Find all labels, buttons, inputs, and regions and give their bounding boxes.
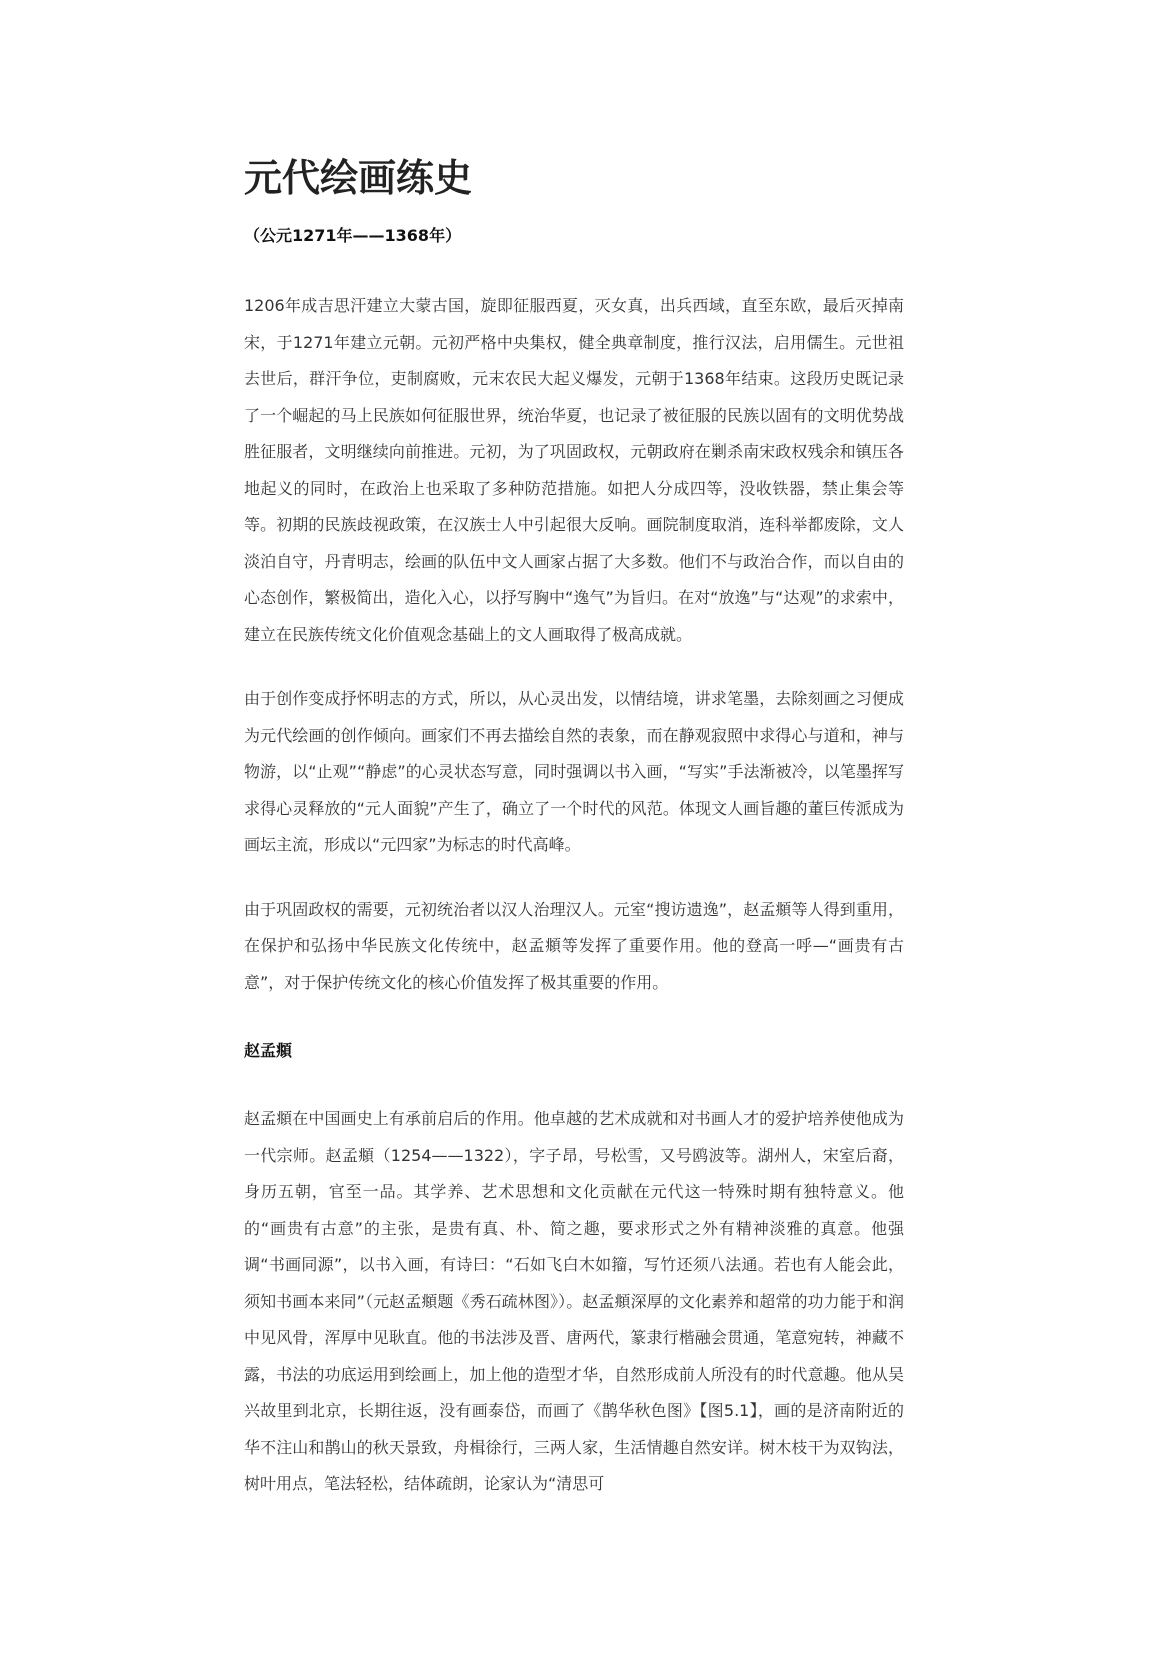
document-title: 元代绘画练史 <box>244 156 473 200</box>
document-subtitle: （公元1271年——1368年） <box>244 226 462 245</box>
paragraph-intro: 1206年成吉思汗建立大蒙古国，旋即征服西夏，灭女真，出兵西域，直至东欧，最后灭掉南宋，于1271年建立元朝。元初严格中央集权，健全典章制度，推行汉法，启用儒生。元世祖去世后，群汗争位，吏制腐败，元末农民大起义爆发，元朝于1368年结束。这段历史既记录了一个崛起的马上民族如何征服世界，统治华夏，也记录了被征服的民族以固有的文明优势战胜征服者，文明继续向前推进。元初，为了巩固政权，元朝政府在剿杀南宋政权残余和镇压各地起义的同时，在政治上也采取了多种防范措施。如把人分成四等，没收铁器，禁止集会等等。初期的民族歧视政策，在汉族士人中引起很大反响。画院制度取消，连科举都废除，文人淡泊自守，丹青明志，绘画的队伍中文人画家占据了大多数。他们不与政治合作，而以自由的心态创作，繁极简出，造化入心，以抒写胸中“逸气”为旨归。在对“放逸”与“达观”的求索中，建立在民族传统文化价值观念基础上的文人画取得了极高成就。 <box>244 296 904 644</box>
paragraph-creation: 由于创作变成抒怀明志的方式，所以，从心灵出发，以情结境，讲求笔墨，去除刻画之习便成为元代绘画的创作倾向。画家们不再去描绘自然的表象，而在静观寂照中求得心与道和，神与物游，以“止观”“静虑”的心灵状态写意，同时强调以书入画，“写实”手法渐被冷，以笔墨挥写求得心灵释放的“元人面貌”产生了，确立了一个时代的风范。体现文人画旨趣的董巨传派成为画坛主流，形成以“元四家”为标志的时代高峰。 <box>244 689 904 854</box>
document-body <box>244 150 904 1503</box>
paragraph-consolidation: 由于巩固政权的需要，元初统治者以汉人治理汉人。元室“搜访遗逸”，赵孟頫等人得到重用，在保护和弘扬中华民族文化传统中，赵孟頫等发挥了重要作用。他的登高一呼—“画贵有古意”，对于保护传统文化的核心价值发挥了极其重要的作用。 <box>244 899 904 992</box>
paragraph-zhao-mengfu: 赵孟頫在中国画史上有承前启后的作用。他卓越的艺术成就和对书画人才的爱护培养使他成为一代宗师。赵孟頫（1254——1322），字子昂，号松雪，又号鸥波等。湖州人，宋室后裔，身历五朝，官至一品。其学养、艺术思想和文化贡献在元代这一特殊时期有独特意义。他的“画贵有古意”的主张，是贵有真、朴、简之趣，要求形式之外有精神淡雅的真意。他强调“书画同源”，以书入画，有诗曰：“石如飞白木如籀，写竹还须八法通。若也有人能会此，须知书画本来同”（元赵孟頫题《秀石疏林图》）。赵孟頫深厚的文化素养和超常的功力能于和润中见风骨，浑厚中见耿直。他的书法涉及晋、唐两代，篆隶行楷融会贯通，笔意宛转，神藏不露，书法的功底运用到绘画上，加上他的造型才华，自然形成前人所没有的时代意趣。他从吴兴故里到北京，长期往返，没有画泰岱，而画了《鹊华秋色图》【图5.1】，画的是济南附近的华不注山和鹊山的秋天景致，舟楫徐行，三两人家，生活情趣自然安详。树木枝干为双钩法，树叶用点，笔法轻松，结体疏朗，论家认为“清思可 <box>244 1109 904 1493</box>
section-heading: 赵孟頫 <box>244 1041 293 1060</box>
